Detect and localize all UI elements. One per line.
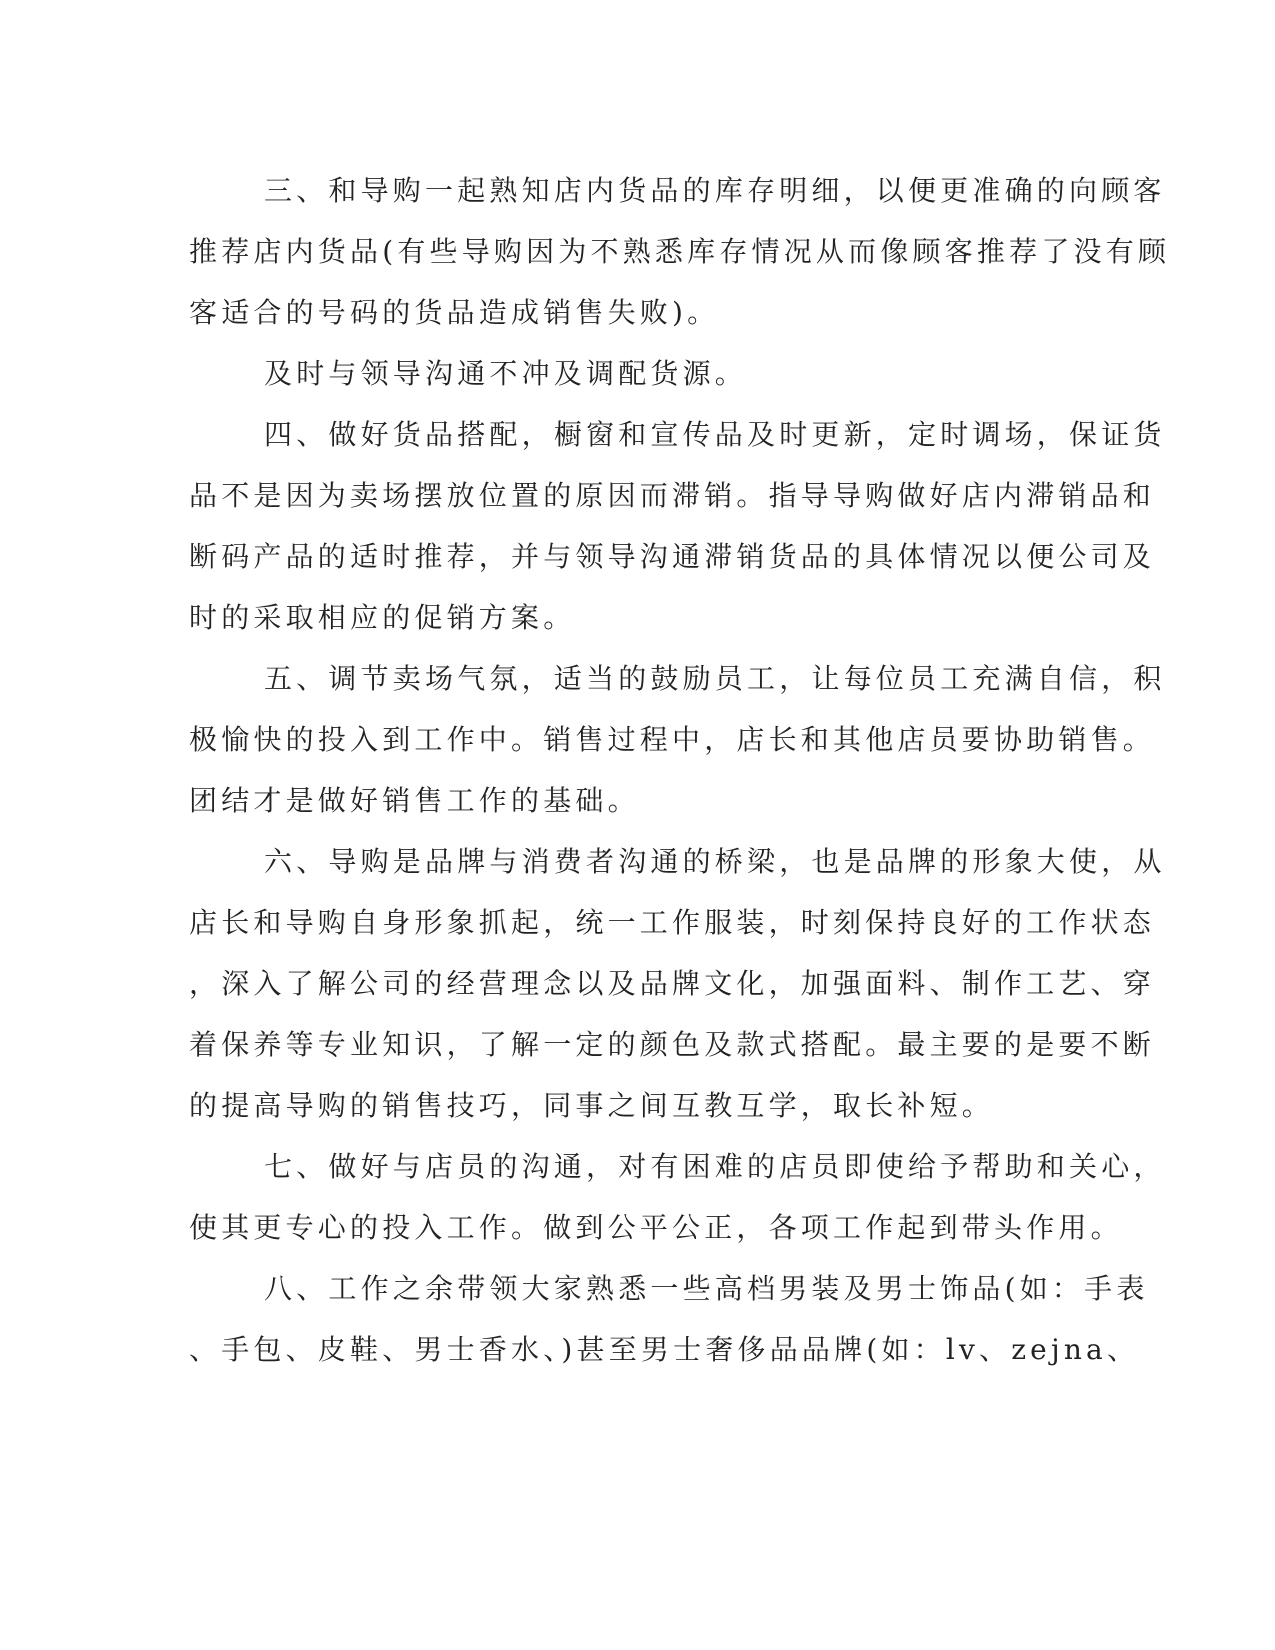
text-line: 四、做好货品搭配，橱窗和宣传品及时更新，定时调场，保证货 [264,418,1166,451]
text-line: 三、和导购一起熟知店内货品的库存明细，以便更准确的向顾客 [264,174,1166,207]
text-line: 品不是因为卖场摆放位置的原因而滞销。指导导购做好店内滞销品和 [189,479,1156,512]
text-line: 时的采取相应的促销方案。 [189,601,576,634]
document-body [189,160,1171,1380]
text-line: 断码产品的适时推荐，并与领导沟通滞销货品的具体情况以便公司及 [189,540,1156,573]
text-line: 八、工作之余带领大家熟悉一些高档男装及男士饰品(如：手表 [264,1272,1149,1305]
text-line: 、手包、皮鞋、男士香水、)甚至男士奢侈品品牌(如：lv、zejna、 [189,1333,1140,1366]
text-line: 六、导购是品牌与消费者沟通的桥梁，也是品牌的形象大使，从 [264,845,1166,878]
text-line: 及时与领导沟通不冲及调配货源。 [264,357,748,390]
text-line: ，深入了解公司的经营理念以及品牌文化，加强面料、制作工艺、穿 [189,967,1156,1000]
text-line: 极愉快的投入到工作中。销售过程中，店长和其他店员要协助销售。 [189,723,1156,756]
text-line: 使其更专心的投入工作。做到公平公正，各项工作起到带头作用。 [189,1211,1123,1244]
text-line: 七、做好与店员的沟通，对有困难的店员即使给予帮助和关心， [264,1150,1166,1183]
text-line: 推荐店内货品(有些导购因为不熟悉库存情况从而像顾客推荐了没有顾 [189,235,1171,268]
text-line: 店长和导购自身形象抓起，统一工作服装，时刻保持良好的工作状态 [189,906,1156,939]
text-line: 着保养等专业知识，了解一定的颜色及款式搭配。最主要的是要不断 [189,1028,1156,1061]
text-line: 团结才是做好销售工作的基础。 [189,784,640,817]
text-line: 客适合的号码的货品造成销售失败)。 [189,296,720,329]
text-line: 的提高导购的销售技巧，同事之间互教互学，取长补短。 [189,1089,995,1122]
text-line: 五、调节卖场气氛，适当的鼓励员工，让每位员工充满自信，积 [264,662,1166,695]
